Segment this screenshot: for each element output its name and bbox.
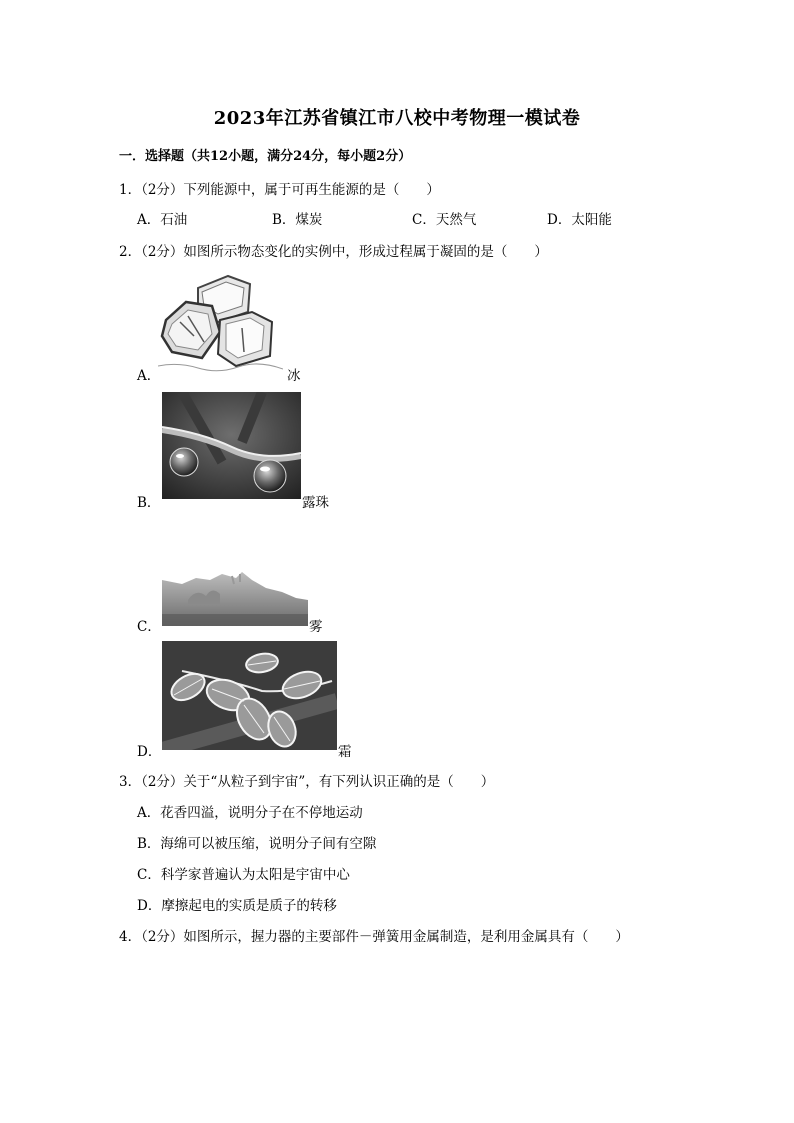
- q3-option-b[interactable]: B．海绵可以被压缩，说明分子间有空隙: [137, 836, 377, 852]
- q2-option-c-caption: 雾: [309, 619, 323, 635]
- question-4-stem: 4．（2分）如图所示，握力器的主要部件－弹簧用金属制造，是利用金属具有（ ）: [119, 929, 629, 945]
- section-heading: 一．选择题（共12小题，满分24分，每小题2分）: [119, 149, 412, 164]
- ice-cubes-image: [158, 272, 283, 374]
- frosted-leaves-image: [162, 641, 337, 750]
- q2-option-b[interactable]: B．: [137, 495, 161, 511]
- q2-option-a-caption: 冰: [287, 368, 301, 384]
- q2-option-d[interactable]: D．: [137, 744, 162, 760]
- question-1-stem: 1．（2分）下列能源中，属于可再生能源的是（ ）: [119, 182, 440, 198]
- q1-option-a[interactable]: A．石油: [137, 212, 188, 228]
- question-2-stem: 2．（2分）如图所示物态变化的实例中，形成过程属于凝固的是（ ）: [119, 244, 548, 260]
- q3-option-a[interactable]: A．花香四溢，说明分子在不停地运动: [137, 805, 363, 821]
- q1-option-c[interactable]: C．天然气: [412, 212, 477, 228]
- page-title: 2023年江苏省镇江市八校中考物理一模试卷: [213, 108, 581, 129]
- q2-option-c[interactable]: C．: [137, 619, 161, 635]
- q2-option-b-caption: 露珠: [302, 495, 329, 511]
- q3-option-c[interactable]: C．科学家普遍认为太阳是宇宙中心: [137, 867, 350, 883]
- q2-option-a[interactable]: A．: [137, 368, 161, 384]
- q3-option-d[interactable]: D．摩擦起电的实质是质子的转移: [137, 898, 337, 914]
- q2-option-d-caption: 霜: [338, 744, 352, 760]
- fog-landscape-image: [162, 570, 308, 626]
- q1-option-b[interactable]: B．煤炭: [272, 212, 323, 228]
- question-3-stem: 3．（2分）关于“从粒子到宇宙”，有下列认识正确的是（ ）: [119, 774, 495, 790]
- q1-option-d[interactable]: D．太阳能: [547, 212, 612, 228]
- dew-drops-image: [162, 392, 301, 499]
